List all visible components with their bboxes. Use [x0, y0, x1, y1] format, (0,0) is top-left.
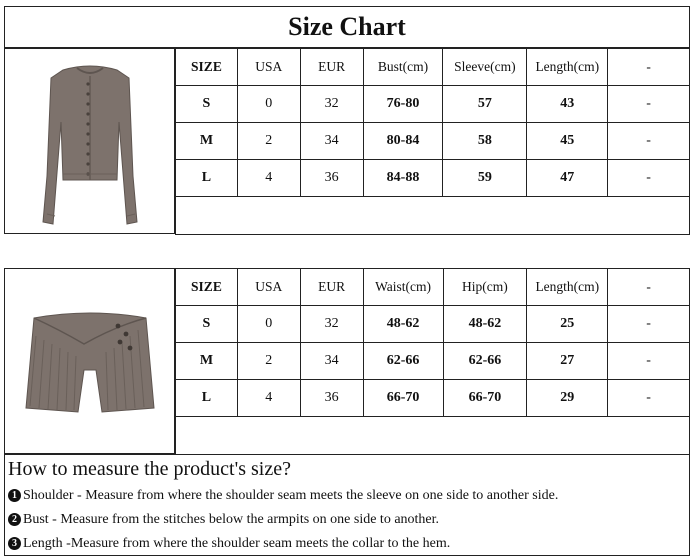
empty-cell	[176, 417, 690, 455]
table-cell: S	[176, 306, 238, 343]
table-cell: 29	[527, 380, 608, 417]
table-cell: 0	[237, 86, 300, 123]
table-cell: 34	[300, 123, 363, 160]
table-cell: S	[176, 86, 238, 123]
header-cell: Bust(cm)	[363, 49, 443, 86]
table-cell: 45	[527, 123, 608, 160]
table-cell: M	[176, 343, 238, 380]
table-cell: -	[608, 343, 690, 380]
table-cell: 47	[527, 160, 608, 197]
table-cell: 36	[300, 380, 363, 417]
table-row	[176, 380, 690, 417]
table-cell: 0	[237, 306, 300, 343]
table-cell: 62-66	[443, 343, 527, 380]
table-row	[176, 343, 690, 380]
table-cell: M	[176, 123, 238, 160]
table-cell: 84-88	[363, 160, 443, 197]
number-badge: 3	[8, 537, 21, 550]
table-cell: 57	[443, 86, 527, 123]
table-cell: -	[608, 160, 690, 197]
chart-title: Size Chart	[4, 6, 690, 48]
table-cell: -	[608, 86, 690, 123]
table-cell: -	[608, 380, 690, 417]
table-cell: 4	[237, 380, 300, 417]
table-cell: 27	[527, 343, 608, 380]
empty-row	[176, 417, 690, 455]
header-cell: SIZE	[176, 49, 238, 86]
number-badge: 1	[8, 489, 21, 502]
measure-text: Length -Measure from where the shoulder seam meets the collar to the hem.	[23, 536, 451, 551]
top-size-table	[175, 48, 690, 235]
measure-guide	[4, 454, 690, 556]
table-header-row	[176, 269, 690, 306]
bottom-size-table	[175, 268, 690, 455]
table-cell: 48-62	[443, 306, 527, 343]
shorts-image-cell	[4, 268, 175, 454]
table-cell: 76-80	[363, 86, 443, 123]
table-cell: 32	[300, 306, 363, 343]
table-row	[176, 306, 690, 343]
cardigan-icon	[25, 56, 155, 226]
table-cell: 2	[237, 123, 300, 160]
header-cell: Sleeve(cm)	[443, 49, 527, 86]
table-cell: 32	[300, 86, 363, 123]
table-cell: 58	[443, 123, 527, 160]
table-cell: 80-84	[363, 123, 443, 160]
measure-line-bust	[8, 512, 439, 528]
header-cell: SIZE	[176, 269, 238, 306]
table-cell: -	[608, 123, 690, 160]
table-cell: -	[608, 306, 690, 343]
table-cell: 36	[300, 160, 363, 197]
header-cell: Length(cm)	[527, 49, 608, 86]
table-row	[176, 160, 690, 197]
header-cell: Length(cm)	[527, 269, 608, 306]
header-cell: USA	[237, 49, 300, 86]
size-chart	[4, 4, 690, 556]
table-row	[176, 123, 690, 160]
number-badge: 2	[8, 513, 21, 526]
empty-row	[176, 197, 690, 235]
table-cell: 34	[300, 343, 363, 380]
empty-cell	[176, 197, 690, 235]
table-row	[176, 86, 690, 123]
measure-line-shoulder	[8, 488, 558, 504]
header-cell: Hip(cm)	[443, 269, 527, 306]
header-cell: Waist(cm)	[363, 269, 443, 306]
table-cell: 59	[443, 160, 527, 197]
cardigan-image-cell	[4, 48, 175, 234]
table-cell: L	[176, 380, 238, 417]
table-cell: 2	[237, 343, 300, 380]
shorts-icon	[20, 296, 160, 426]
table-cell: L	[176, 160, 238, 197]
table-cell: 25	[527, 306, 608, 343]
header-cell: -	[608, 49, 690, 86]
measure-text: Bust - Measure from the stitches below the armpits on one side to another.	[23, 512, 440, 527]
measure-text: Shoulder - Measure from where the shoulder seam meets the sleeve on one side to another side.	[23, 488, 559, 503]
header-cell: -	[608, 269, 690, 306]
table-cell: 4	[237, 160, 300, 197]
header-cell: USA	[237, 269, 300, 306]
table-cell: 62-66	[363, 343, 443, 380]
header-cell: EUR	[300, 269, 363, 306]
table-cell: 48-62	[363, 306, 443, 343]
table-cell: 66-70	[363, 380, 443, 417]
table-cell: 43	[527, 86, 608, 123]
measure-title: How to measure the product's size?	[8, 458, 291, 480]
table-cell: 66-70	[443, 380, 527, 417]
table-header-row	[176, 49, 690, 86]
measure-line-length	[8, 536, 450, 552]
header-cell: EUR	[300, 49, 363, 86]
